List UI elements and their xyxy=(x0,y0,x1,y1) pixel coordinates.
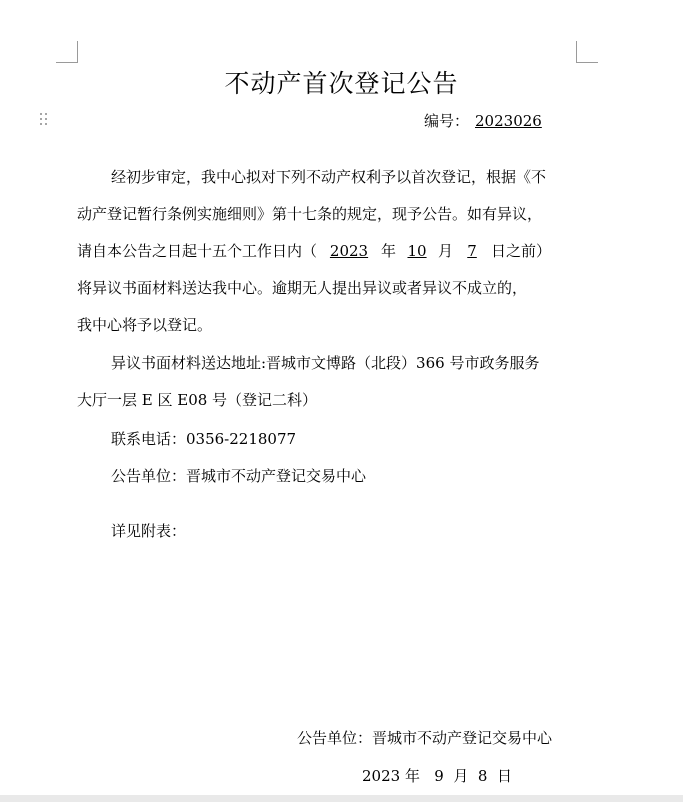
document-number-label: 编号： xyxy=(424,112,470,130)
paragraph-line: 我中心将予以登记。 xyxy=(77,316,213,334)
document-number-value: 2023026 xyxy=(475,112,542,130)
contact-phone: 联系电话：0356-2218077 xyxy=(111,430,297,448)
document-number xyxy=(424,110,564,131)
paragraph-line: 经初步审定，我中心拟对下列不动产权利予以首次登记，根据《不 xyxy=(111,168,547,186)
deadline-suffix: 日之前） xyxy=(491,242,552,260)
paragraph-line: 动产登记暂行条例实施细则》第十七条的规定，现予公告。如有异议， xyxy=(77,205,543,223)
deadline-month: 10 xyxy=(407,242,427,260)
address-line: 大厅一层 E 区 E08 号（登记二科） xyxy=(77,391,318,409)
attachment-note: 详见附表： xyxy=(111,522,187,540)
year-char: 年 xyxy=(381,242,397,260)
window-bottom-strip xyxy=(0,795,683,802)
deadline-day: 7 xyxy=(467,242,477,260)
page-margin-corner-top-right xyxy=(576,41,598,63)
table-move-handle-icon[interactable] xyxy=(38,112,50,126)
deadline-line xyxy=(77,240,551,261)
paragraph-line: 将异议书面材料送达我中心。逾期无人提出异议或者异议不成立的， xyxy=(77,279,528,297)
deadline-prefix: 请自本公告之日起十五个工作日内（ xyxy=(77,242,318,260)
signature-date: 2023 年 9 月 8 日 xyxy=(362,767,512,785)
document-title: 不动产首次登记公告 xyxy=(224,69,459,98)
signature-unit: 公告单位：晋城市不动产登记交易中心 xyxy=(297,729,553,747)
month-char: 月 xyxy=(438,242,454,260)
address-line: 异议书面材料送达地址:晋城市文博路（北段）366 号市政务服务 xyxy=(111,354,540,372)
deadline-year: 2023 xyxy=(329,242,369,260)
page-margin-corner-top-left xyxy=(56,41,78,63)
notice-unit: 公告单位：晋城市不动产登记交易中心 xyxy=(111,467,367,485)
